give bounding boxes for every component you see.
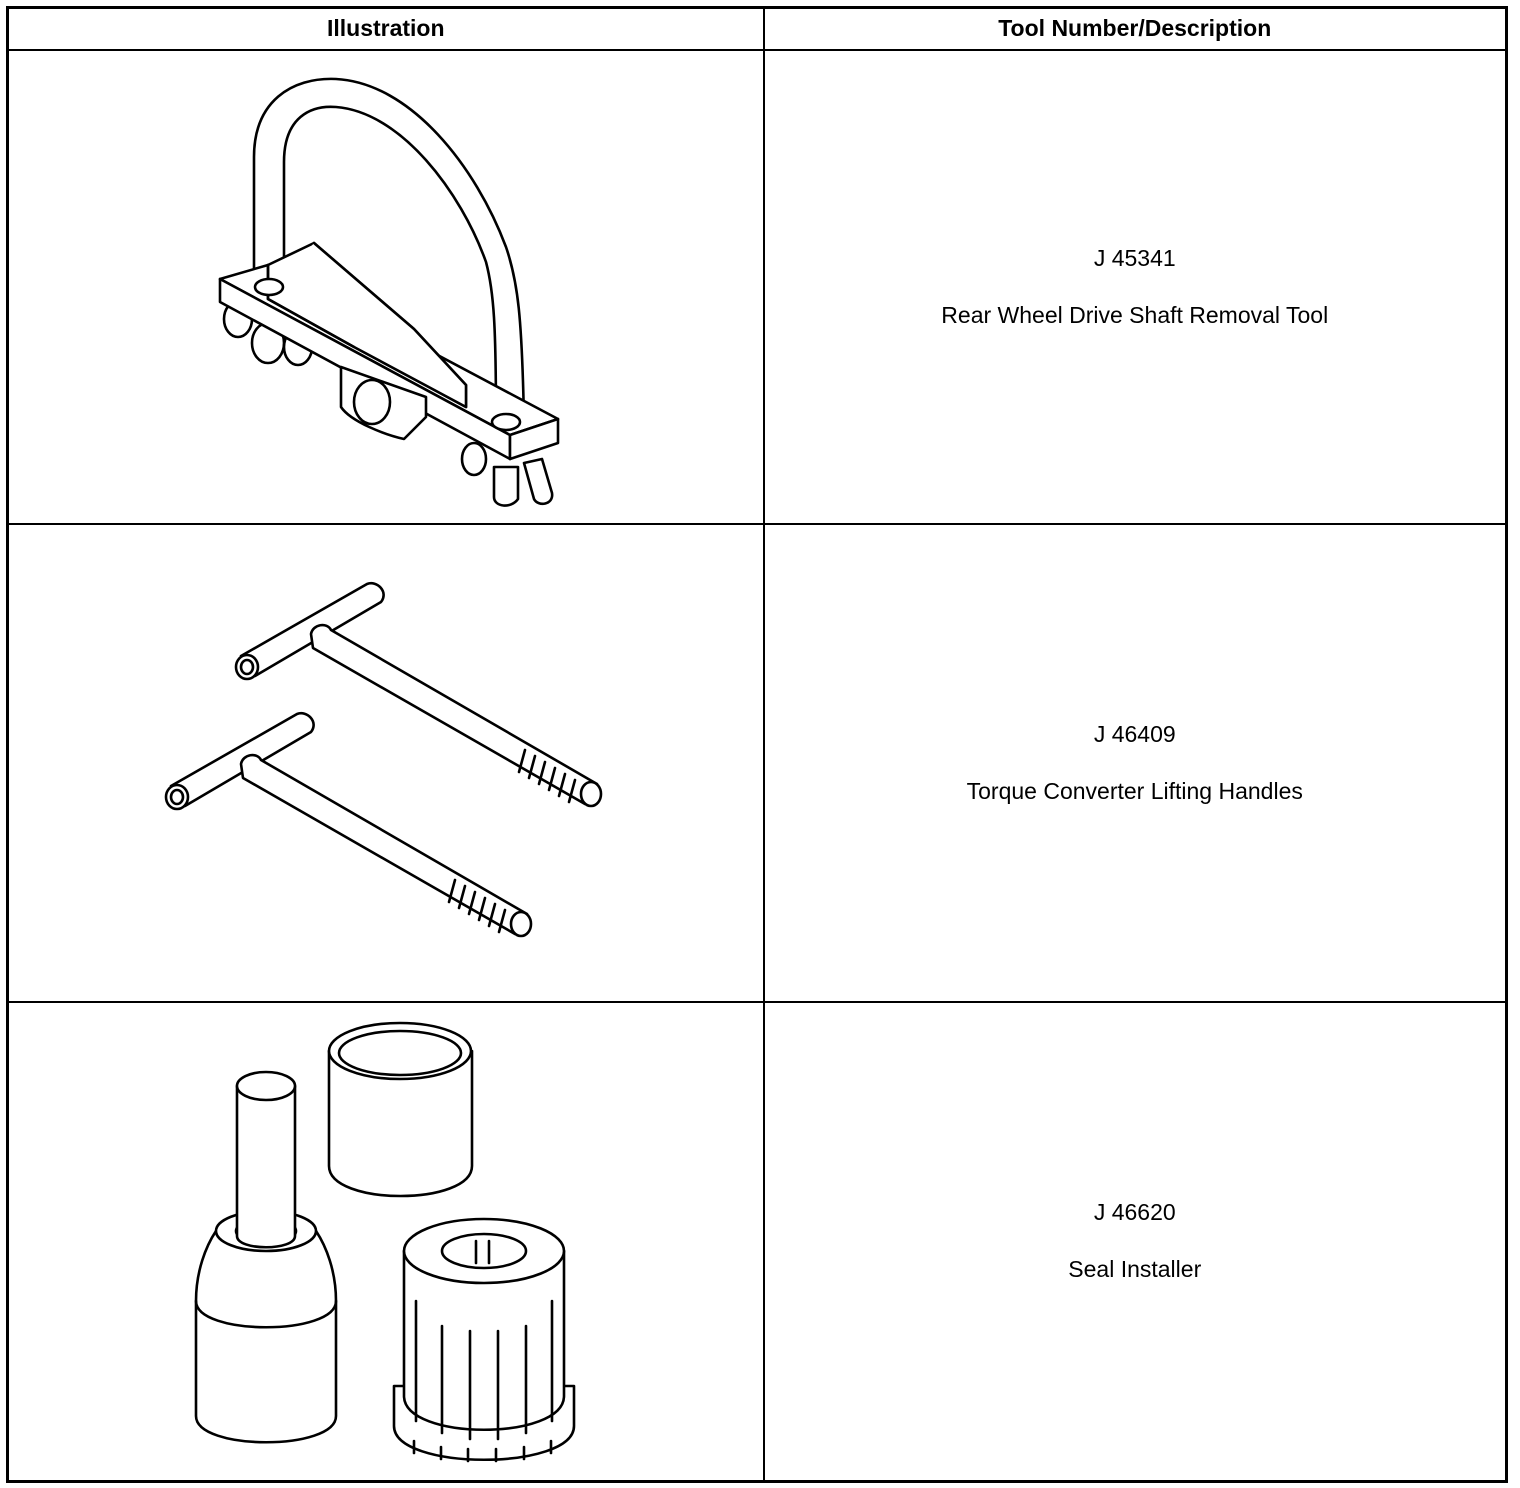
tool-description: Seal Installer [1068, 1256, 1202, 1283]
header-tool-number-description: Tool Number/Description [764, 8, 1507, 50]
table-row [8, 524, 1507, 1002]
drive-shaft-removal-tool-icon [206, 67, 566, 507]
tool-number: J 45341 [1093, 244, 1176, 271]
tool-description: Torque Converter Lifting Handles [966, 777, 1303, 804]
tool-table [6, 6, 1508, 1483]
tool-description-cell [764, 1002, 1507, 1482]
illustration-cell [8, 1002, 764, 1482]
table-row [8, 1002, 1507, 1482]
header-illustration: Illustration [8, 8, 764, 50]
tool-description-cell [764, 524, 1507, 1002]
tool-number: J 46620 [1093, 1199, 1176, 1226]
table-row [8, 50, 1507, 524]
lifting-handles-icon [156, 573, 616, 953]
illustration-cell [8, 524, 764, 1002]
seal-installer-icon [186, 1016, 586, 1466]
header-row [8, 8, 1507, 50]
tool-description: Rear Wheel Drive Shaft Removal Tool [941, 301, 1329, 328]
tool-description-cell [764, 50, 1507, 524]
tool-number: J 46409 [1093, 720, 1176, 747]
illustration-cell [8, 50, 764, 524]
